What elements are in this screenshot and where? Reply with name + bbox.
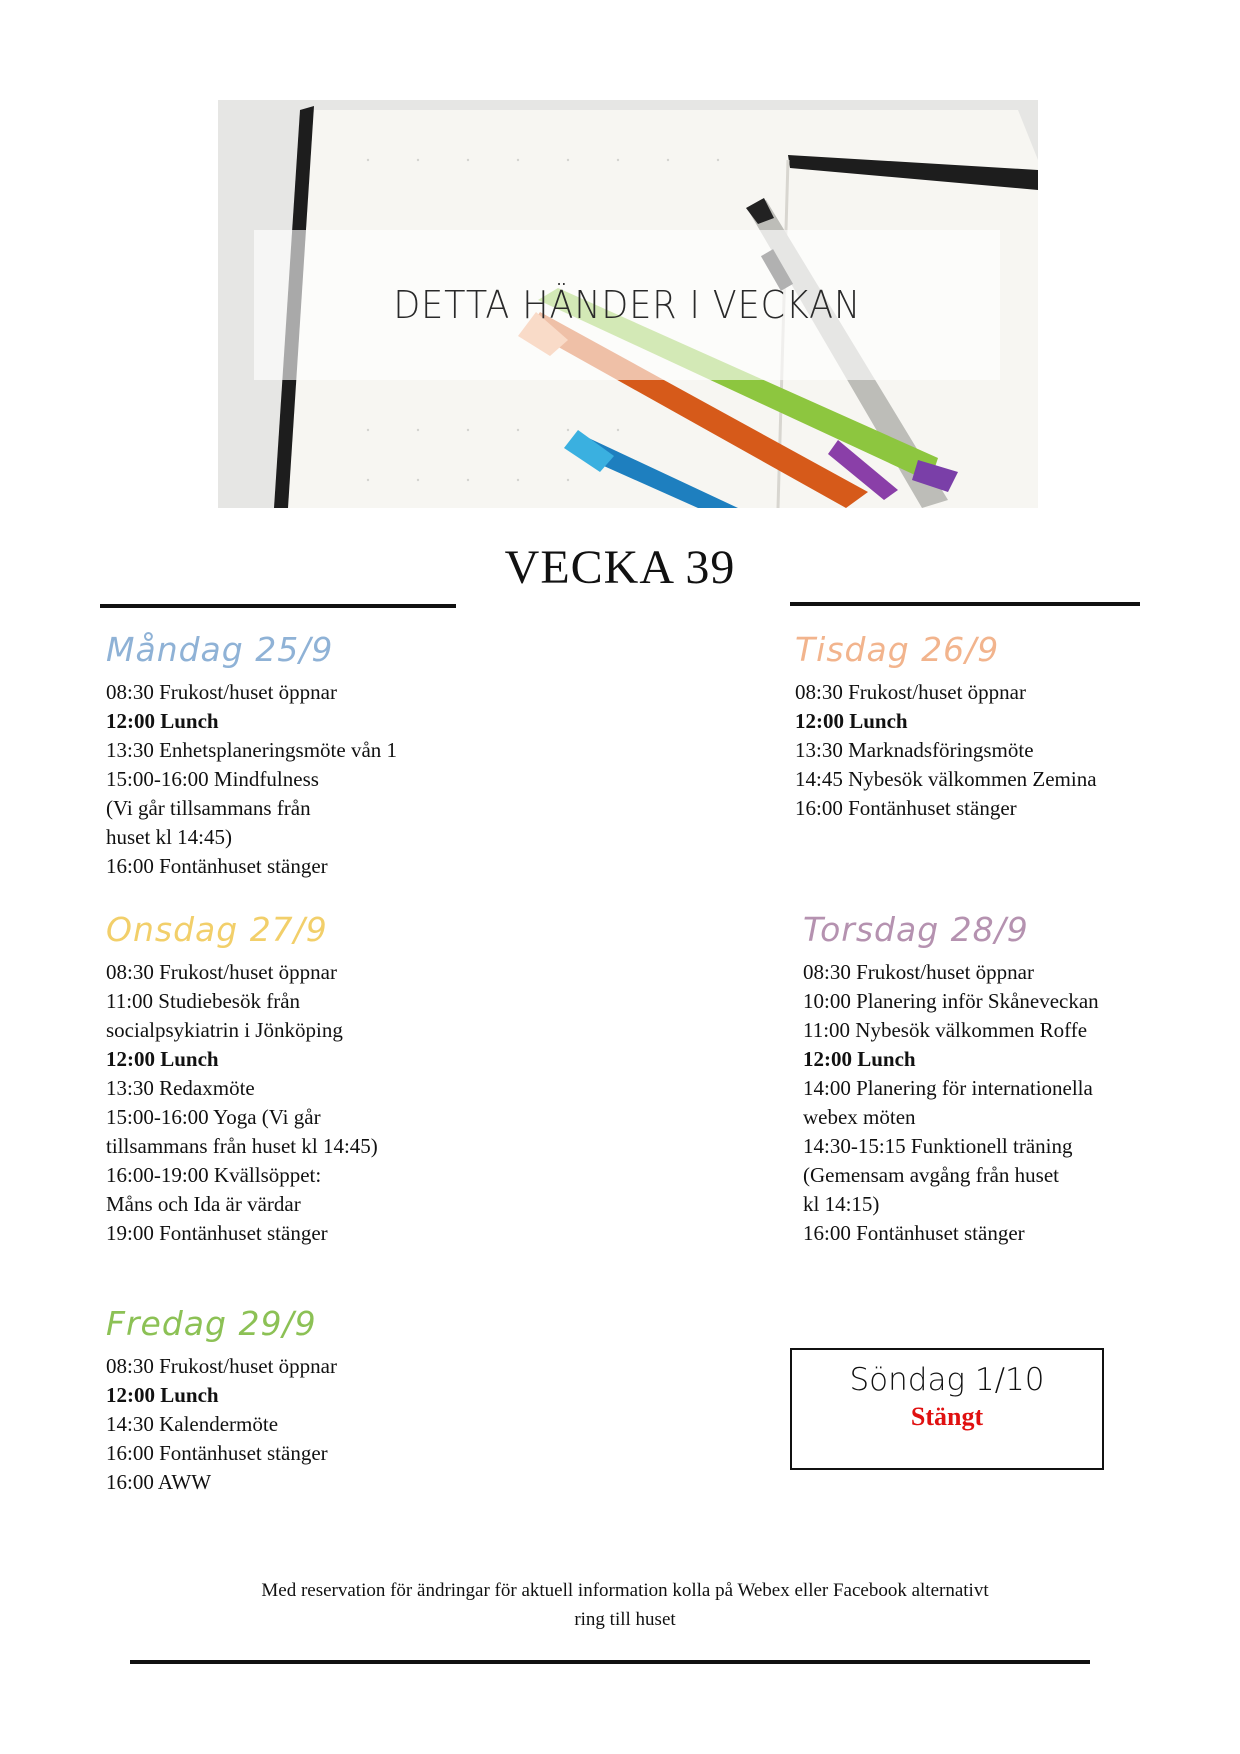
day-tuesday [795,628,1097,823]
schedule-line: 13:30 Redaxmöte [106,1076,255,1100]
header-banner [254,230,1000,380]
schedule-line: 12:00 Lunch [795,709,908,733]
schedule-line: 16:00 Fontänhuset stänger [803,1221,1025,1245]
schedule-line: 08:30 Frukost/huset öppnar [106,1354,337,1378]
schedule-line: tillsammans från huset kl 14:45) [106,1134,378,1158]
day-wednesday [106,908,378,1248]
schedule-line: 16:00-19:00 Kvällsöppet: [106,1163,322,1187]
schedule-line: 08:30 Frukost/huset öppnar [795,680,1026,704]
schedule-line: 19:00 Fontänhuset stänger [106,1221,328,1245]
schedule-line: 15:00-16:00 Mindfulness [106,767,319,791]
footer-divider [130,1660,1090,1664]
schedule-line: 15:00-16:00 Yoga (Vi går [106,1105,321,1129]
schedule-line: 11:00 Nybesök välkommen Roffe [803,1018,1088,1042]
divider-left [100,604,456,608]
day-heading-tuesday: Tisdag 26/9 [795,630,1000,669]
week-title: VECKA 39 [504,541,736,594]
sunday-heading: Söndag 1/10 [849,1362,1045,1398]
schedule-line: 14:00 Planering för internationella [803,1076,1093,1100]
day-monday [106,628,397,881]
day-heading-wednesday: Onsdag 27/9 [106,910,328,949]
sunday-closed-status: Stängt [910,1402,984,1431]
header-title: DETTA HÄNDER I VECKAN [393,283,861,327]
sunday-box [790,1348,1104,1470]
schedule-line: huset kl 14:45) [106,825,232,849]
schedule-line: 16:00 AWW [106,1470,212,1494]
schedule-line: 16:00 Fontänhuset stänger [795,796,1017,820]
schedule-monday [106,678,397,881]
schedule-line: 12:00 Lunch [106,1383,219,1407]
schedule-line: 14:30-15:15 Funktionell träning [803,1134,1073,1158]
day-thursday [803,908,1099,1248]
schedule-tuesday [795,678,1097,823]
footer-line-1: Med reservation för ändringar för aktuell information kolla på Webex eller Facebook alternativt [261,1580,989,1601]
divider-right [790,602,1140,606]
schedule-line: 12:00 Lunch [106,709,219,733]
header-image [218,100,1038,508]
schedule-thursday [803,958,1099,1248]
schedule-line: 11:00 Studiebesök från [106,989,301,1013]
schedule-line: 08:30 Frukost/huset öppnar [803,960,1034,984]
schedule-friday [106,1352,337,1497]
schedule-line: webex möten [803,1105,916,1129]
schedule-line: 16:00 Fontänhuset stänger [106,854,328,878]
day-friday [106,1302,337,1497]
schedule-line: 08:30 Frukost/huset öppnar [106,680,337,704]
footer-note [0,1576,1240,1634]
schedule-line: (Vi går tillsammans från [106,796,311,820]
schedule-line: 12:00 Lunch [803,1047,916,1071]
schedule-line: 12:00 Lunch [106,1047,219,1071]
schedule-line: socialpsykiatrin i Jönköping [106,1018,343,1042]
schedule-line: 14:45 Nybesök välkommen Zemina [795,767,1097,791]
day-heading-monday: Måndag 25/9 [106,630,334,669]
schedule-line: 13:30 Enhetsplaneringsmöte vån 1 [106,738,398,762]
schedule-line: 16:00 Fontänhuset stänger [106,1441,328,1465]
footer-line-2: ring till huset [574,1609,676,1630]
day-heading-thursday: Torsdag 28/9 [803,910,1029,949]
schedule-line: 14:30 Kalendermöte [106,1412,279,1436]
schedule-wednesday [106,958,378,1248]
schedule-line: Måns och Ida är värdar [106,1192,301,1216]
day-heading-friday: Fredag 29/9 [106,1304,317,1343]
schedule-line: 08:30 Frukost/huset öppnar [106,960,337,984]
schedule-line: 10:00 Planering inför Skåneveckan [803,989,1099,1013]
schedule-line: kl 14:15) [803,1192,880,1216]
schedule-line: 13:30 Marknadsföringsmöte [795,738,1034,762]
schedule-line: (Gemensam avgång från huset [803,1163,1059,1187]
